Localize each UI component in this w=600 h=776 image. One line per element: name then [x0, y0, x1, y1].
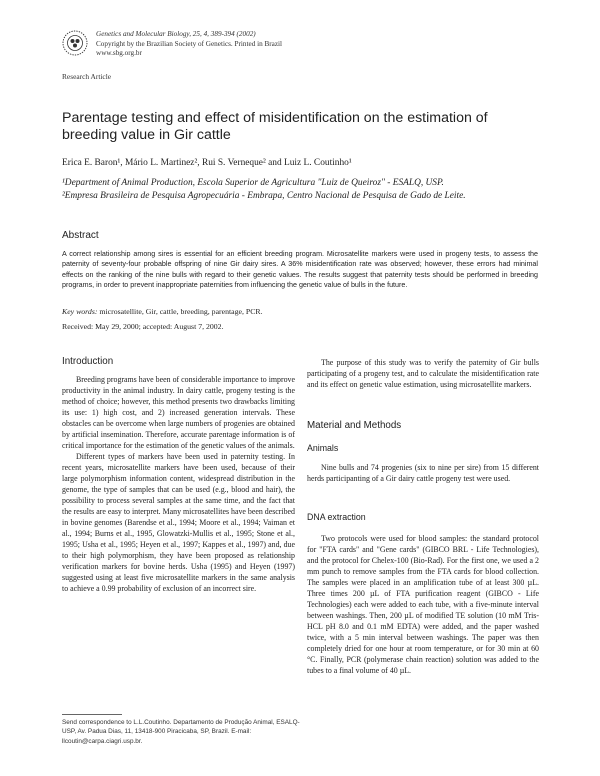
journal-url[interactable]: www.sbg.org.br	[96, 49, 142, 58]
received-dates: Received: May 29, 2000; accepted: August 7, 2002.	[62, 322, 224, 331]
keywords-label: Key words:	[62, 307, 98, 316]
animals-body	[307, 462, 539, 484]
animals-text: Nine bulls and 74 progenies (six to nine per sire) from 15 different herds participanting of a Gir dairy cattle progeny test were used.	[307, 463, 539, 483]
paper-title: Parentage testing and effect of misidentification on the estimation of breeding value in Gir cattle	[62, 110, 488, 143]
correspondence-footnote: Send correspondence to L.L.Coutinho. Departamento de Produção Animal, ESALQ-USP, Av. Padua Dias, 11, 13418-900 Piracicaba, SP, Brazil. E-mail: llcoutin@carpa.ciagri.usp.br.	[62, 719, 300, 745]
dna-extraction-subheading: DNA extraction	[307, 512, 366, 522]
affiliation-2: ²Empresa Brasileira de Pesquisa Agropecuária - Embrapa, Centro Nacional de Pesquisa de Gado de Leite.	[62, 191, 466, 201]
author-list: Erica E. Baron¹, Mário L. Martinez², Rui S. Verneque² and Luiz L. Coutinho¹	[62, 158, 352, 168]
sbg-society-logo-icon	[62, 30, 88, 56]
keywords-list: microsatellite, Gir, cattle, breeding, parentage, PCR.	[97, 307, 263, 316]
copyright-line: Copyright by the Brazilian Society of Genetics. Printed in Brazil	[96, 39, 283, 48]
journal-citation: Genetics and Molecular Biology, 25, 4, 389-394 (2002)	[96, 30, 256, 38]
abstract-body: A correct relationship among sires is essential for an efficient breeding program. Microsatellite markers were used in progeny tests, to assess the paternity of seventy-four probable offspring of nine Gir dairy sires. A 36% misidentification rate was observed; however, these errors had minimal effects on the ranking of the nine bulls with regard to their genetic values. The results suggest that paternity tests should be performed in breeding programs, in order to prevent inappropriate paternities from influencing the genetic value of bulls in the future.	[62, 250, 538, 289]
purpose-paragraph	[307, 357, 539, 390]
dna-extraction-text: Two protocols were used for blood samples: the standard protocol for "FTA cards" and "Gene cards" (GIBCO BRL - Life Technologies), and the protocol for Chelex-100 (Bio-Rad). For the first one, we used a 2 mm punch to remove samples from the FTA cards for blood collection. The samples were placed in an amplification tube of at least 300 µL. Three times 200 µL of FTA purification reagent (GIBCO - Life Technologies) each were added to each tube, with a five-minute interval between washings. Then, 200 µL of modified TE solution (10 mM Tris-HCL pH 8.0 and 0.1 mM EDTA) were added, and the paper washed twice, with a 5 min interval between washings. The paper was then completely dried for one hour at room temperature, or for 30 min at 60 °C. Finally, PCR (polymerase chain reaction) solution was added to the tubes to a final volume of 40 µL.	[307, 534, 539, 675]
introduction-heading: Introduction	[62, 356, 114, 367]
affiliations	[62, 177, 552, 203]
introduction-paragraph-1: Breeding programs have been of considerable importance to improve productivity in the animal industry. In dairy cattle, progeny testing is the method of choice; however, this method presents two drawbacks limiting its use: 1) high cost, and 2) increased generation intervals. These obstacles can be overcome when large numbers of progenies are obtained by artificial insemination. Therefore, accurate parentage information is of critical importance for the estimation of the genetic values of the animals.	[62, 375, 295, 450]
animals-subheading: Animals	[307, 443, 339, 453]
introduction-paragraph-2: Different types of markers have been used in paternity testing. In recent years, microsatellite markers have been used, because of their large polymorphism information content, widespread distribution in the genome, the type of samples that can be used (e.g., blood and hair), the possibility to process several samples at the same time, and the fact that the results are easy to interpret. Many microsatellites have been described in bovine genomes (Barendse et al., 1994; Moore et al., 1994; Vaiman et al., 1994; Burns et al., 1995, Glowatzki-Mullis et al., 1995; Stone et al., 1995; Usha et al., 1995; Heyen et al., 1997; Kappes et al., 1997) and, due to their high polymorphism, they have been proposed as relationship verification markers for bovine herds. Usha (1995) and Heyen (1997) suggested using at least five microsatellite markers in the same analysis to achieve a 0.99 probability of exclusion of an incorrect sire.	[62, 452, 295, 593]
article-type: Research Article	[62, 72, 112, 81]
affiliation-1: ¹Department of Animal Production, Escola Superior de Agricultura "Luiz de Queiroz" - ESALQ, USP.	[62, 178, 444, 188]
abstract-heading: Abstract	[62, 230, 99, 241]
material-methods-heading: Material and Methods	[307, 420, 402, 431]
purpose-text: The purpose of this study was to verify the paternity of Gir bulls participating of a progeny test, and to calculate the misidentification rate and its effect on genetic value estimation, using microsatellite markers.	[307, 358, 539, 389]
keywords	[62, 307, 538, 316]
footnote-divider	[62, 714, 122, 715]
dna-extraction-body	[307, 533, 539, 676]
introduction-body	[62, 374, 295, 594]
journal-header	[96, 30, 282, 59]
